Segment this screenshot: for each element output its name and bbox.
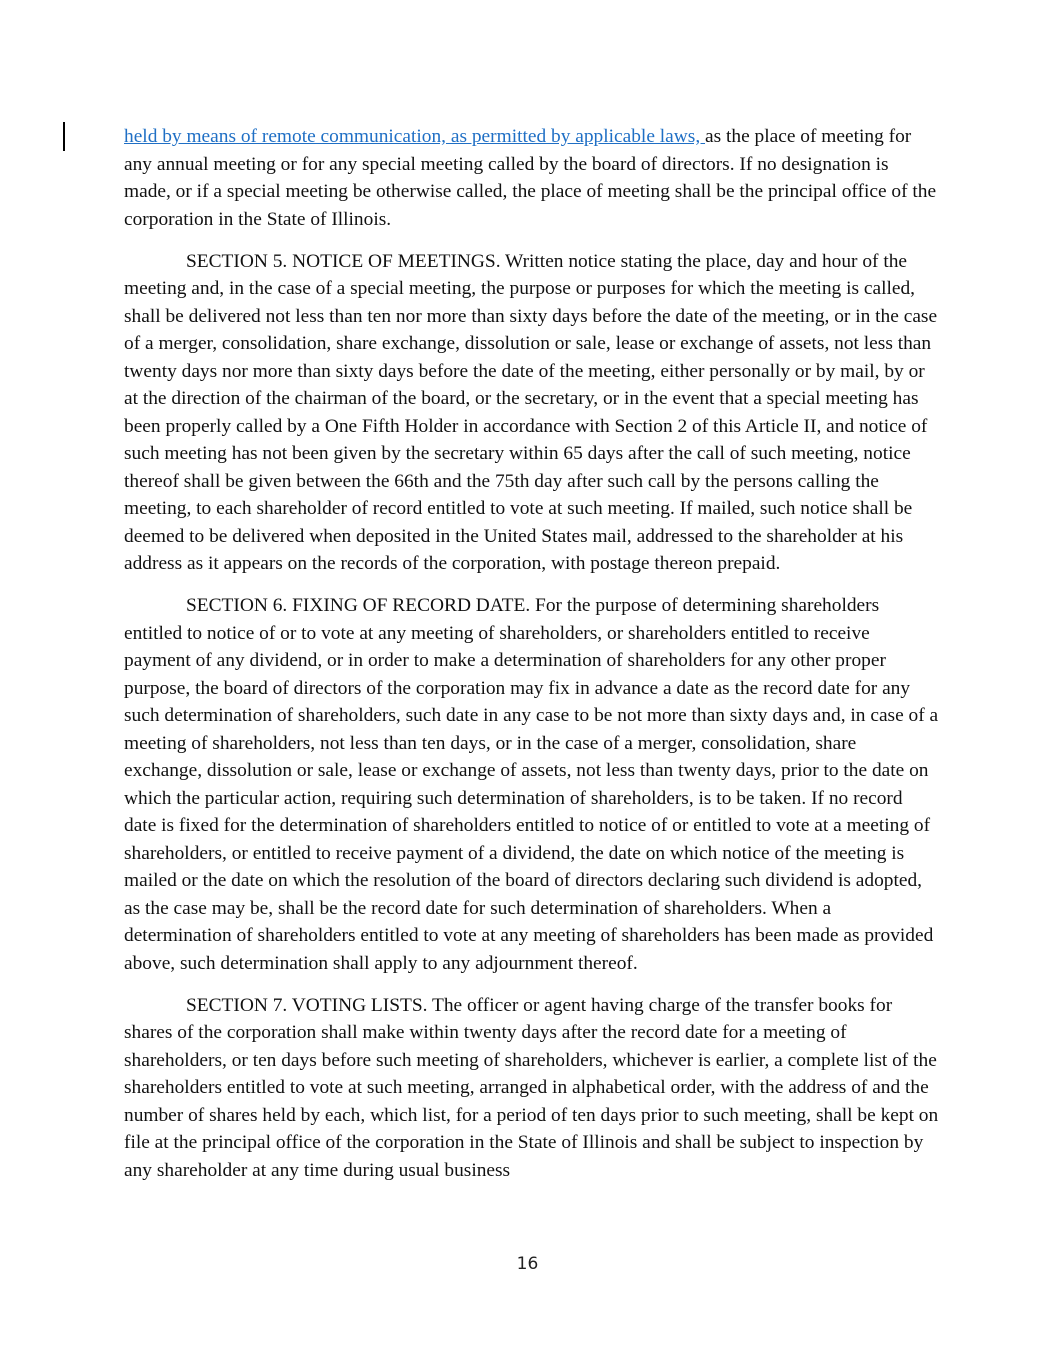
section-7-voting-lists: SECTION 7. VOTING LISTS. The officer or agent having charge of the transfer books for shares of the corporation shall make within twenty days after the record date for a meeting of shareholders, or ten days before such meeting of shareholders, whichever is earlier, a complete list of the shareholders entitled to vote at such meeting, arranged in alphabetical order, with the address of and the number of shares held by each, which list, for a period of ten days prior to such meeting, shall be kept on file at the principal office of the corporation in the State of Illinois and shall be subject to inspection by any shareholder at any time during usual business xyxy=(124,994,939,1181)
section-5-notice-of-meetings: SECTION 5. NOTICE OF MEETINGS. Written notice stating the place, day and hour of the meeting and, in the case of a special meeting, the purpose or purposes for which the meeting is called, shall be delivered not less than ten nor more than sixty days before the date of the meeting, or in the case of a merger, consolidation, share exchange, dissolution or sale, lease or exchange of assets, not less than twenty days nor more than sixty days before the date of the meeting, either personally or by mail, by or at the direction of the chairman of the board, or the secretary, or in the event that a special meeting has been properly called by a One Fifth Holder in accordance with Section 2 of this Article II, and notice of such meeting has not been given by the secretary within 65 days after the call of such meeting, notice thereof shall be given between the 66th and the 75th day after such call by the persons calling the meeting, to each shareholder of record entitled to vote at such meeting. If mailed, such notice shall be deemed to be delivered when deposited in the United States mail, addressed to the shareholder at his address as it appears on the records of the corporation, with postage thereon prepaid. xyxy=(124,250,938,574)
document-body xyxy=(124,123,939,1199)
paragraph-place-of-meeting xyxy=(124,123,939,233)
page-number: 16 xyxy=(516,1254,539,1274)
tracked-insertion: held by means of remote communication, as permitted by applicable laws, xyxy=(124,126,706,147)
revision-change-bar xyxy=(63,122,65,151)
paragraph-text: as the place of meeting for any annual meeting or for any special meeting called by the board of directors. If no designation is made, or if a special meeting be otherwise called, the place of meeting shall be the principal office of the corporation in the State of Illinois. xyxy=(124,126,937,230)
section-6-fixing-of-record-date: SECTION 6. FIXING OF RECORD DATE. For the purpose of determining shareholders entitled to notice of or to vote at any meeting of shareholders, or shareholders entitled to receive payment of any dividend, or in order to make a determination of shareholders for any other proper purpose, the board of directors of the corporation may fix in advance a date as the record date for any such determination of shareholders, such date in any case to be not more than sixty days and, in case of a meeting of shareholders, not less than ten days, or in the case of a merger, consolidation, share exchange, dissolution or sale, lease or exchange of assets, not less than twenty days, prior to the date on which the particular action, requiring such determination of shareholders, is to be taken. If no record date is fixed for the determination of shareholders entitled to notice of or entitled to vote at a meeting of shareholders, or entitled to receive payment of a dividend, the date on which notice of the meeting is mailed or the date on which the resolution of the board of directors declaring such dividend is adopted, as the case may be, shall be the record date for such determination of shareholders. When a determination of shareholders entitled to vote at any meeting of shareholders has been made as provided above, such determination shall apply to any adjournment thereof. xyxy=(124,595,939,974)
